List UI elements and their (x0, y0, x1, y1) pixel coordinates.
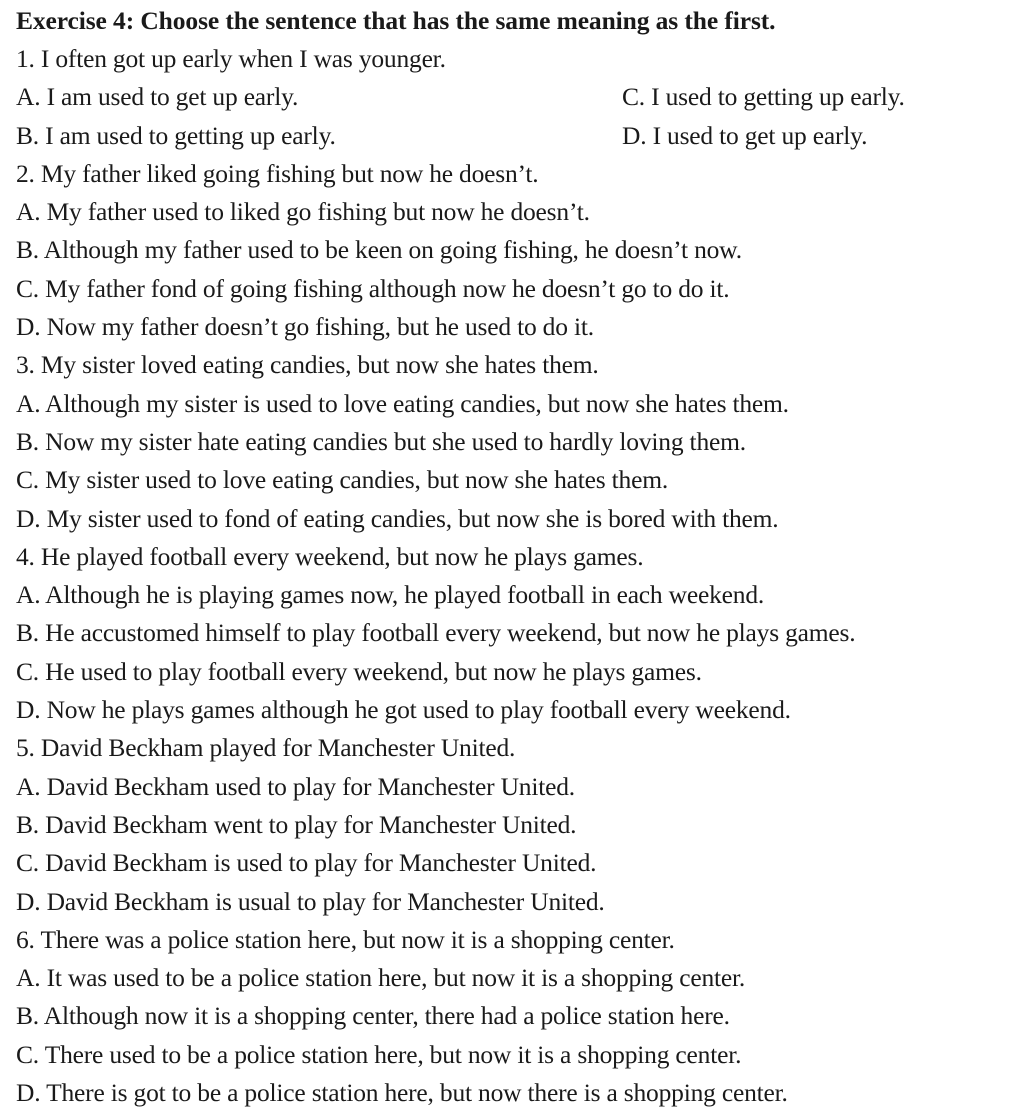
question-5-option-b: B. David Beckham went to play for Manchester United. (16, 809, 577, 839)
question-2-option-b: B. Although my father used to be keen on going fishing, he doesn’t now. (16, 235, 742, 265)
question-3-option-c: C. My sister used to love eating candies, but now she hates them. (16, 465, 669, 495)
question-5-prompt: 5. David Beckham played for Manchester United. (16, 733, 516, 763)
question-6-prompt: 6. There was a police station here, but now it is a shopping center. (16, 924, 675, 954)
question-6-option-a: A. It was used to be a police station here, but now it is a shopping center. (16, 963, 746, 993)
exercise-title: Exercise 4: Choose the sentence that has the same meaning as the first. (16, 6, 776, 35)
question-1-option-d: D. I used to get up early. (622, 120, 868, 150)
question-2-option-a: A. My father used to liked go fishing but now he doesn’t. (16, 197, 590, 227)
question-1-options-row-2 (16, 117, 1016, 155)
question-6-option-d: D. There is got to be a police station here, but now there is a shopping center. (16, 1078, 788, 1108)
question-3-option-b: B. Now my sister hate eating candies but she used to hardly loving them. (16, 426, 746, 456)
question-2-prompt: 2. My father liked going fishing but now he doesn’t. (16, 158, 539, 188)
question-2-option-d: D. Now my father doesn’t go fishing, but he used to do it. (16, 312, 594, 342)
question-3-option-d: D. My sister used to fond of eating candies, but now she is bored with them. (16, 503, 779, 533)
question-4-prompt: 4. He played football every weekend, but now he plays games. (16, 541, 644, 571)
question-5-option-d: D. David Beckham is usual to play for Manchester United. (16, 886, 605, 916)
question-4-option-b: B. He accustomed himself to play football every weekend, but now he plays games. (16, 618, 856, 648)
question-1-option-c: C. I used to getting up early. (622, 82, 905, 112)
question-3-prompt: 3. My sister loved eating candies, but now she hates them. (16, 350, 599, 380)
question-3-option-a: A. Although my sister is used to love eating candies, but now she hates them. (16, 388, 789, 418)
question-1-option-b: B. I am used to getting up early. (16, 120, 336, 150)
question-1-option-a: A. I am used to get up early. (16, 82, 299, 112)
question-2-option-c: C. My father fond of going fishing although now he doesn’t go to do it. (16, 273, 730, 303)
question-4-option-d: D. Now he plays games although he got used to play football every weekend. (16, 695, 791, 725)
question-1-options-row-1 (16, 78, 1016, 116)
question-6-option-b: B. Although now it is a shopping center, there had a police station here. (16, 1001, 730, 1031)
question-4-option-c: C. He used to play football every weekend, but now he plays games. (16, 656, 702, 686)
question-6-option-c: C. There used to be a police station here, but now it is a shopping center. (16, 1039, 742, 1069)
exercise-page (16, 2, 1016, 1112)
question-5-option-c: C. David Beckham is used to play for Manchester United. (16, 848, 597, 878)
question-1-prompt: 1. I often got up early when I was younger. (16, 44, 446, 73)
question-5-option-a: A. David Beckham used to play for Manchester United. (16, 771, 575, 801)
question-4-option-a: A. Although he is playing games now, he played football in each weekend. (16, 580, 765, 610)
